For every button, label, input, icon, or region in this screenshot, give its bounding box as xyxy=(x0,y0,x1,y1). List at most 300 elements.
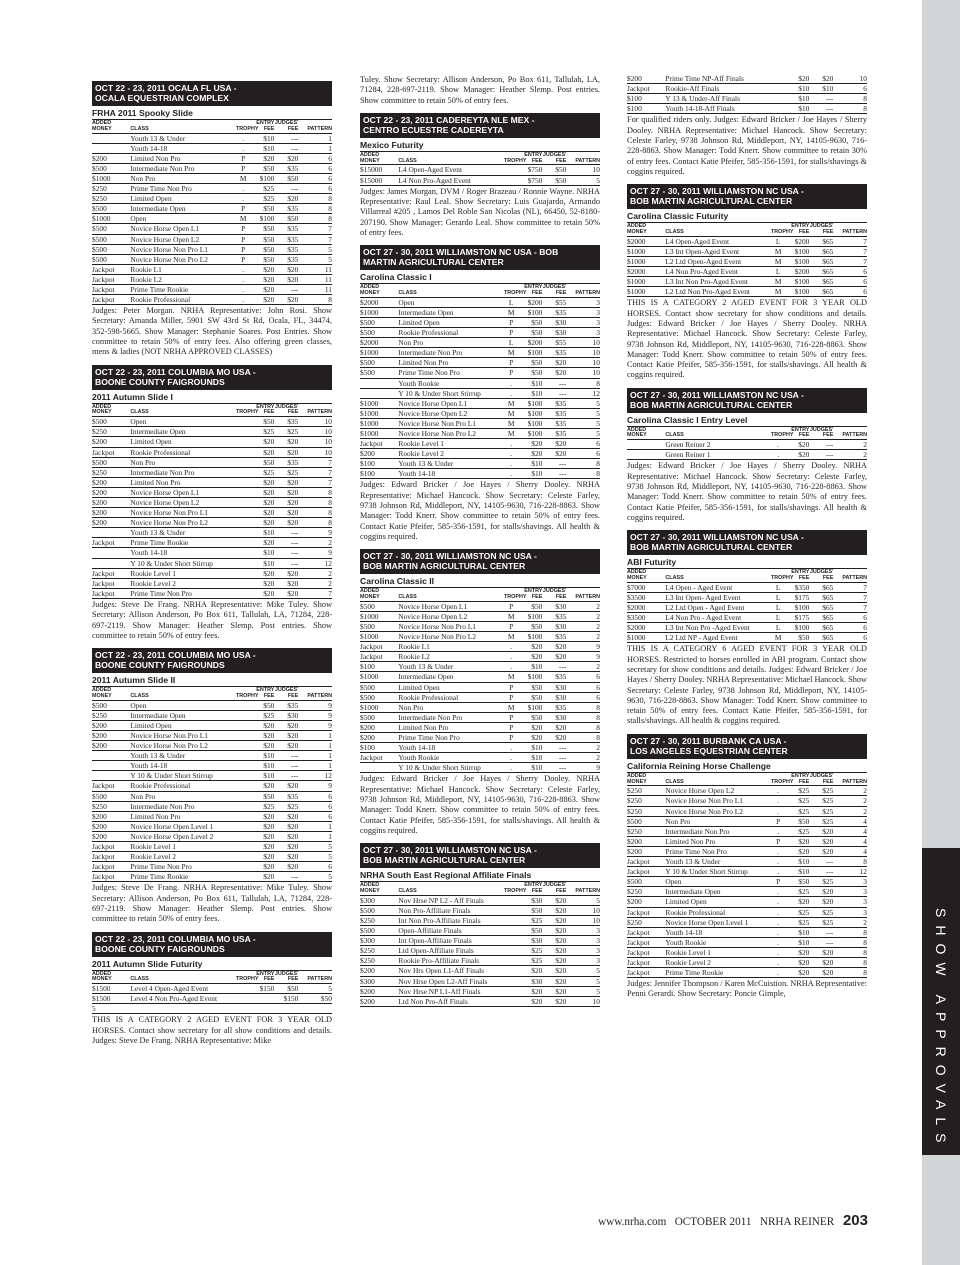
table-row xyxy=(92,194,332,204)
table-cell: M xyxy=(504,398,518,408)
table-cell: --- xyxy=(542,388,566,398)
table-cell: $55 xyxy=(542,338,566,348)
table-cell: $20 xyxy=(518,439,542,449)
table-cell: 5 xyxy=(566,428,600,438)
column-header xyxy=(665,427,771,440)
table-cell: Youth 14-18 xyxy=(130,761,236,771)
table-cell: . xyxy=(771,907,785,917)
column-header xyxy=(360,284,398,297)
table-row xyxy=(92,467,332,477)
table-cell: $100 xyxy=(518,348,542,358)
table-cell: $250 xyxy=(360,915,398,925)
table-cell: Novice Horse Non Pro L2 xyxy=(398,428,504,438)
table-cell: Limited Open xyxy=(398,317,504,327)
table-cell: 5 xyxy=(566,175,600,185)
table-cell xyxy=(504,986,518,996)
column-header-label: ENTRY xyxy=(791,772,810,779)
table-cell: $500 xyxy=(92,254,130,264)
table-row xyxy=(92,447,332,457)
table-cell xyxy=(236,417,250,427)
table-cell: $20 xyxy=(250,781,274,791)
table-row xyxy=(627,846,867,856)
table-cell: $50 xyxy=(298,994,332,1004)
event-title: Carolina Classic II xyxy=(360,576,600,588)
table-cell: $200 xyxy=(627,836,665,846)
table-row xyxy=(627,267,867,277)
table-cell: M xyxy=(504,702,518,712)
table-cell: $20 xyxy=(250,285,274,295)
show-listing xyxy=(92,365,332,641)
column-header-label: ENTRY xyxy=(791,426,810,433)
table-cell: L4 Open-Aged Event xyxy=(398,165,504,175)
table-cell: 5 xyxy=(566,986,600,996)
table-cell: Jackpot xyxy=(627,84,665,94)
table-cell: --- xyxy=(809,450,833,460)
table-cell xyxy=(92,133,130,143)
table-cell: 3 xyxy=(833,887,867,897)
table-cell: M xyxy=(504,307,518,317)
table-row xyxy=(627,592,867,602)
table-cell: $1000 xyxy=(360,418,398,428)
table-row xyxy=(92,437,332,447)
table-cell: $250 xyxy=(627,806,665,816)
table-cell: 7 xyxy=(833,236,867,246)
table-cell: $10 xyxy=(518,753,542,763)
table-cell: $10 xyxy=(250,548,274,558)
column-header-label: FEE xyxy=(555,289,567,296)
column-header xyxy=(833,569,867,582)
table-cell: --- xyxy=(274,528,298,538)
table-cell: 12 xyxy=(566,388,600,398)
table-cell xyxy=(92,548,130,558)
table-cell: $35 xyxy=(542,418,566,428)
table-cell xyxy=(236,801,250,811)
table-cell: . xyxy=(504,378,518,388)
column-header-label: FEE xyxy=(287,125,299,132)
table-cell: $20 xyxy=(518,642,542,652)
table-cell: Novice Horse Open L2 xyxy=(130,234,236,244)
table-cell: L xyxy=(771,603,785,613)
table-cell: 6 xyxy=(298,163,332,173)
event-title: 2011 Autumn Slide I xyxy=(92,392,332,404)
table-cell: 1 xyxy=(298,133,332,143)
table-row xyxy=(92,994,332,1004)
column-header-label: ADDED xyxy=(627,569,647,576)
column-header-label: FEE xyxy=(822,778,834,785)
table-cell: $20 xyxy=(250,274,274,284)
table-cell: Nov Hrse Open L2-Aff Finals xyxy=(398,976,504,986)
table-cell: $2000 xyxy=(627,603,665,613)
table-cell: 6 xyxy=(833,267,867,277)
table-cell: 8 xyxy=(566,712,600,722)
table-cell: 4 xyxy=(833,816,867,826)
table-cell: 6 xyxy=(833,633,867,643)
table-cell: 3 xyxy=(566,307,600,317)
table-row xyxy=(360,895,600,905)
table-row xyxy=(92,842,332,852)
table-cell xyxy=(236,427,250,437)
table-row xyxy=(92,133,332,143)
table-cell: $200 xyxy=(92,508,130,518)
table-cell: 10 xyxy=(833,74,867,84)
column-header-label: PATTERN xyxy=(307,692,332,699)
table-cell: Rookie L2 xyxy=(130,274,236,284)
table-cell: P xyxy=(504,682,518,692)
table-cell: P xyxy=(236,224,250,234)
column-header xyxy=(92,120,130,133)
table-cell: 8 xyxy=(566,469,600,479)
table-cell: 5 xyxy=(566,966,600,976)
table-cell: 6 xyxy=(833,613,867,623)
table-cell: $65 xyxy=(809,256,833,266)
table-cell: $300 xyxy=(360,895,398,905)
table-cell: Intermediate Open xyxy=(130,204,236,214)
table-cell: 9 xyxy=(298,700,332,710)
table-cell: Youth 14-18 xyxy=(130,143,236,153)
table-cell: Intermediate Non Pro xyxy=(665,826,771,836)
table-row xyxy=(627,246,867,256)
table-cell: Jackpot xyxy=(627,968,665,978)
table-cell: 2 xyxy=(833,440,867,450)
table-cell: . xyxy=(771,957,785,967)
table-cell: $15000 xyxy=(360,175,398,185)
column-header xyxy=(274,687,298,700)
table-row xyxy=(92,801,332,811)
table-cell: $200 xyxy=(92,821,130,831)
table-cell xyxy=(236,751,250,761)
table-cell: $20 xyxy=(542,895,566,905)
show-header xyxy=(627,530,867,555)
table-cell: $20 xyxy=(785,947,809,957)
table-cell: Jackpot xyxy=(627,867,665,877)
table-cell: Rookie Professional xyxy=(665,907,771,917)
table-cell: . xyxy=(236,194,250,204)
table-row xyxy=(92,821,332,831)
table-row xyxy=(360,946,600,956)
column-header-label: ADDED xyxy=(627,772,647,779)
table-cell xyxy=(250,994,274,1004)
column-header xyxy=(542,588,566,601)
table-cell: $20 xyxy=(542,915,566,925)
table-cell: $20 xyxy=(809,74,833,84)
classes-table xyxy=(360,882,600,1007)
table-cell: $25 xyxy=(785,826,809,836)
column-header-label: FEE xyxy=(798,432,810,439)
table-cell: Novice Horse Non Pro L2 xyxy=(130,254,236,264)
table-cell: $30 xyxy=(518,976,542,986)
show-venue: BOB MARTIN AGRICULTURAL CENTER xyxy=(630,399,793,410)
table-cell: L2 Ltd Open-Aged Event xyxy=(665,256,771,266)
table-row xyxy=(92,244,332,254)
table-row xyxy=(627,937,867,947)
table-cell: $20 xyxy=(250,264,274,274)
table-cell: L2 Ltd Non Pro-Aged Event xyxy=(665,287,771,297)
table-row xyxy=(360,996,600,1006)
event-title: FRHA 2011 Spooky Slide xyxy=(92,108,332,120)
table-cell: 7 xyxy=(833,603,867,613)
table-cell: Rookie Level 2 xyxy=(665,957,771,967)
table-cell: M xyxy=(504,632,518,642)
table-cell: $35 xyxy=(542,672,566,682)
table-cell: P xyxy=(504,712,518,722)
classes-table xyxy=(360,284,600,479)
column-header-label: ENTRY xyxy=(256,120,275,126)
table-cell: $15000 xyxy=(360,165,398,175)
table-cell xyxy=(250,1004,274,1014)
table-cell xyxy=(627,440,665,450)
table-cell: $20 xyxy=(518,986,542,996)
table-row xyxy=(627,968,867,978)
table-row xyxy=(92,731,332,741)
column-header xyxy=(298,404,332,417)
table-cell: P xyxy=(504,317,518,327)
table-row xyxy=(627,857,867,867)
table-cell: $10 xyxy=(250,558,274,568)
table-cell: $50 xyxy=(250,254,274,264)
table-cell xyxy=(236,781,250,791)
table-cell: $10 xyxy=(518,459,542,469)
table-row xyxy=(92,184,332,194)
table-cell xyxy=(92,143,130,153)
column-header-label: CLASS xyxy=(398,594,417,601)
table-cell: P xyxy=(504,328,518,338)
table-cell: 1 xyxy=(298,751,332,761)
table-row xyxy=(92,791,332,801)
table-cell: 8 xyxy=(566,459,600,469)
table-cell: Rookie Pro-Affiliate Finals xyxy=(398,956,504,966)
table-cell: $20 xyxy=(274,437,298,447)
table-cell: $200 xyxy=(360,996,398,1006)
table-cell: L2 Ltd Open - Aged Event xyxy=(665,603,771,613)
show-details: Judges: Edward Bricker / Joe Hayes / Sherry Dooley. NRHA Representative: Michael Hancock. Show Secretary: Celeste Farley, 9738 Johnson Rd, Middleport, NY, 14105-9630, 716-228-8863. Show Manager: Todd Knerr. Show committee to retain 50% of entry fees. Contact Katie Pfeifer, 585-356-1591, for stalls/shavings. All health & coggins required. xyxy=(360,480,600,541)
table-cell: $25 xyxy=(250,710,274,720)
table-row xyxy=(360,428,600,438)
table-cell: $1500 xyxy=(92,994,130,1004)
show-listing xyxy=(92,81,332,358)
table-cell: L xyxy=(771,623,785,633)
table-row xyxy=(360,682,600,692)
table-cell: 6 xyxy=(833,287,867,297)
table-cell: 8 xyxy=(833,857,867,867)
column-header-label: PATTERN xyxy=(307,125,332,132)
table-cell: $10 xyxy=(250,771,274,781)
table-cell: Limited Non Pro xyxy=(130,153,236,163)
column-header-label: MONEY xyxy=(360,594,380,601)
table-cell: $200 xyxy=(92,437,130,447)
table-cell: $500 xyxy=(92,700,130,710)
table-cell: . xyxy=(771,826,785,836)
table-cell: $10 xyxy=(785,927,809,937)
table-cell: $100 xyxy=(785,277,809,287)
column-header-label: TROPHY xyxy=(235,125,259,132)
table-row xyxy=(360,722,600,732)
table-cell: $500 xyxy=(360,926,398,936)
table-cell: . xyxy=(236,285,250,295)
table-cell: Intermediate Non Pro xyxy=(398,712,504,722)
table-cell: Limited Non Pro xyxy=(130,811,236,821)
table-cell: $35 xyxy=(542,632,566,642)
show-date-location: OCT 27 - 30, 2011 WILLIAMSTON NC USA - xyxy=(363,551,537,562)
table-cell: Non Pro xyxy=(398,338,504,348)
table-cell: $20 xyxy=(274,842,298,852)
table-cell: $20 xyxy=(250,477,274,487)
table-cell xyxy=(771,84,785,94)
table-cell: . xyxy=(771,968,785,978)
table-row xyxy=(92,720,332,730)
table-cell: M xyxy=(771,256,785,266)
table-row xyxy=(360,905,600,915)
footer-site: www.nrha.com xyxy=(598,1216,667,1228)
table-cell: . xyxy=(771,947,785,957)
table-cell: $35 xyxy=(274,457,298,467)
table-cell: 2 xyxy=(566,632,600,642)
table-row xyxy=(360,439,600,449)
table-cell: Limited Non Pro xyxy=(130,477,236,487)
table-cell: Youth 13 & Under xyxy=(665,857,771,867)
table-row xyxy=(360,622,600,632)
table-cell: $30 xyxy=(274,710,298,720)
table-cell: 12 xyxy=(298,558,332,568)
table-cell: $3500 xyxy=(627,613,665,623)
table-cell: Youth 13 & Under xyxy=(398,459,504,469)
show-listing xyxy=(627,184,867,381)
show-venue: BOONE COUNTY FAIGROUNDS xyxy=(95,660,225,671)
table-cell: $1000 xyxy=(360,632,398,642)
table-cell: Novice Horse Open L2 xyxy=(665,786,771,796)
table-row xyxy=(627,277,867,287)
show-venue: BOB MARTIN AGRICULTURAL CENTER xyxy=(363,855,526,866)
table-cell xyxy=(504,915,518,925)
table-cell: . xyxy=(504,763,518,773)
column-header-label: PATTERN xyxy=(307,976,332,983)
table-row xyxy=(360,712,600,722)
table-cell: $35 xyxy=(542,408,566,418)
column-header-label: MONEY xyxy=(92,125,112,132)
table-cell: $200 xyxy=(518,297,542,307)
table-row xyxy=(360,642,600,652)
table-cell: Prime Time Non Pro xyxy=(665,846,771,856)
table-cell: $500 xyxy=(360,682,398,692)
table-cell: 12 xyxy=(833,867,867,877)
table-cell: . xyxy=(236,295,250,305)
column-header-label: CLASS xyxy=(665,575,684,582)
table-cell: $20 xyxy=(274,781,298,791)
column-header xyxy=(566,588,600,601)
table-cell xyxy=(236,771,250,781)
table-cell: Rookie-Aff Finals xyxy=(665,84,771,94)
table-cell: Jackpot xyxy=(92,568,130,578)
table-cell: $65 xyxy=(809,236,833,246)
table-cell: Int Non Pro-Affiliate Finals xyxy=(398,915,504,925)
table-cell: M xyxy=(504,418,518,428)
table-cell: . xyxy=(771,897,785,907)
table-cell: 9 xyxy=(298,528,332,538)
table-cell: $50 xyxy=(250,224,274,234)
column-header-label: TROPHY xyxy=(770,575,794,582)
column-header-label: JUDGES' xyxy=(274,687,299,694)
table-cell: $50 xyxy=(518,622,542,632)
table-cell: $2000 xyxy=(627,236,665,246)
table-cell: $200 xyxy=(92,518,130,528)
table-cell: Y 10 & Under Short Stirrup xyxy=(398,388,504,398)
table-cell: 2 xyxy=(298,568,332,578)
column-header-label: ADDED xyxy=(627,223,647,230)
table-cell: $50 xyxy=(250,700,274,710)
table-cell: $250 xyxy=(92,467,130,477)
column-header xyxy=(360,588,398,601)
table-cell xyxy=(504,936,518,946)
table-row xyxy=(360,926,600,936)
show-header xyxy=(627,734,867,759)
table-cell: 2 xyxy=(566,662,600,672)
table-cell: M xyxy=(236,214,250,224)
table-row xyxy=(92,751,332,761)
table-cell: Youth Rookie xyxy=(665,937,771,947)
table-cell: P xyxy=(771,816,785,826)
table-cell: $100 xyxy=(360,469,398,479)
table-cell: L4 Non Pro - Aged Event xyxy=(665,613,771,623)
table-cell: $65 xyxy=(809,246,833,256)
table-cell: --- xyxy=(809,857,833,867)
table-cell xyxy=(236,467,250,477)
table-row xyxy=(627,897,867,907)
table-cell: $350 xyxy=(785,582,809,592)
column-header-label: PATTERN xyxy=(842,432,867,439)
column-header xyxy=(627,569,665,582)
table-cell: Rookie Professional xyxy=(130,295,236,305)
table-row xyxy=(92,477,332,487)
table-cell: $50 xyxy=(274,984,298,994)
table-cell: $10 xyxy=(250,528,274,538)
table-row xyxy=(92,204,332,214)
table-cell: 2 xyxy=(833,786,867,796)
table-row xyxy=(92,811,332,821)
column-header-label: MONEY xyxy=(360,157,380,164)
table-cell: $100 xyxy=(785,623,809,633)
column-header-label: TROPHY xyxy=(503,289,527,296)
table-cell: 7 xyxy=(833,256,867,266)
column-header-label: FEE xyxy=(555,594,567,601)
table-cell xyxy=(236,548,250,558)
table-cell: $50 xyxy=(785,877,809,887)
table-row xyxy=(92,457,332,467)
table-row xyxy=(627,236,867,246)
table-cell: Intermediate Non Pro xyxy=(398,348,504,358)
column-header-label: JUDGES' xyxy=(809,772,834,779)
table-cell: 5 xyxy=(298,842,332,852)
table-cell: $200 xyxy=(92,811,130,821)
table-cell: 6 xyxy=(298,173,332,183)
table-cell: Jackpot xyxy=(627,857,665,867)
table-row xyxy=(627,927,867,937)
table-cell xyxy=(236,588,250,598)
column-header xyxy=(566,152,600,165)
table-cell: Rookie Professional xyxy=(130,781,236,791)
column-header-label: ADDED xyxy=(92,120,112,126)
table-cell: 8 xyxy=(298,508,332,518)
table-cell: $50 xyxy=(542,165,566,175)
column-header-label: FEE xyxy=(263,692,275,699)
table-cell: Intermediate Open xyxy=(130,710,236,720)
show-header xyxy=(92,81,332,106)
classes-table xyxy=(92,404,332,599)
table-cell: $100 xyxy=(360,459,398,469)
table-cell: . xyxy=(771,786,785,796)
table-cell: 2 xyxy=(566,601,600,611)
table-row xyxy=(92,781,332,791)
table-cell: $50 xyxy=(250,234,274,244)
show-venue: BOB MARTIN AGRICULTURAL CENTER xyxy=(630,196,793,207)
